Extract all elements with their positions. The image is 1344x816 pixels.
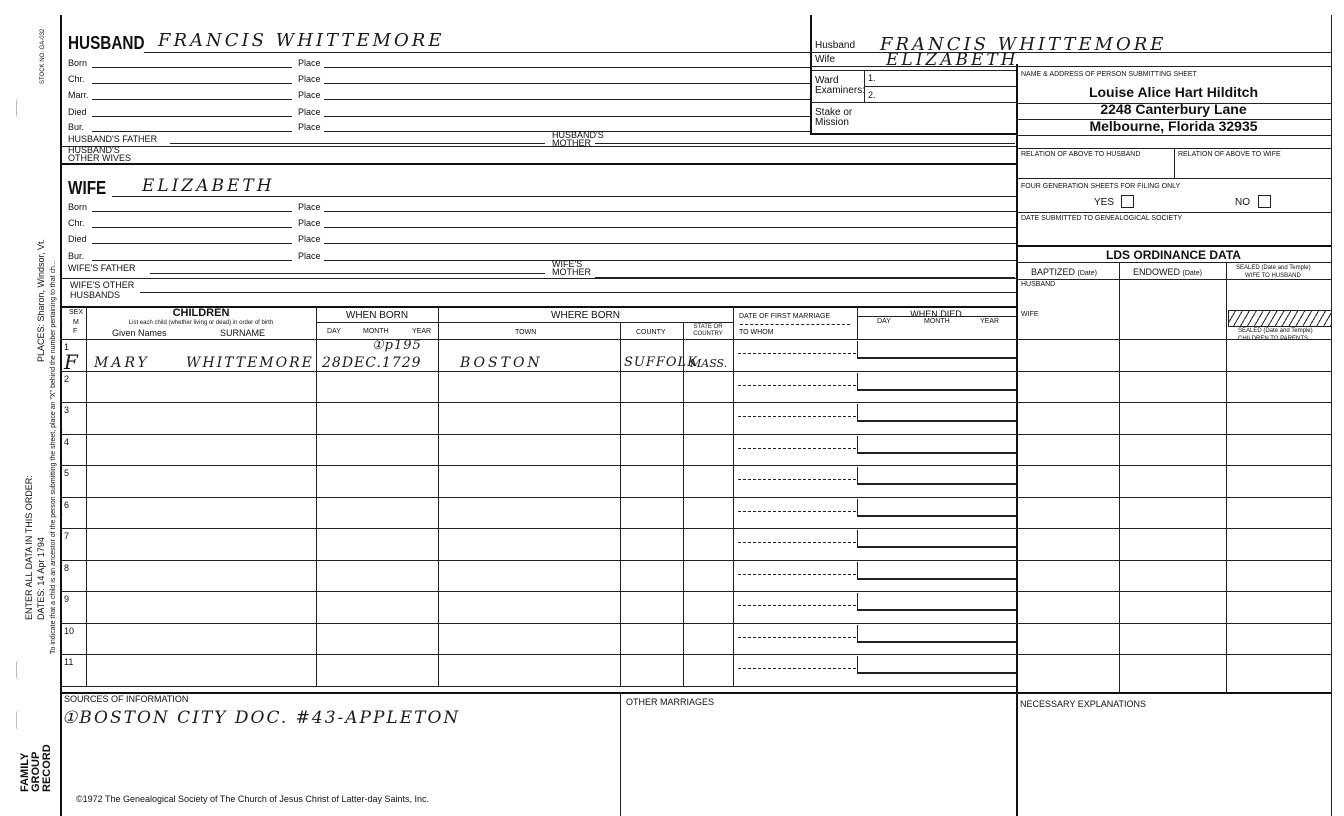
lds-row-line xyxy=(1016,497,1331,498)
child-row-line xyxy=(60,402,1016,403)
date-submitted-label: DATE SUBMITTED TO GENEALOGICAL SOCIETY xyxy=(1021,215,1183,222)
lds-wife-label: WIFE xyxy=(1021,311,1039,318)
marriage-dash xyxy=(738,479,856,480)
enter-order-note: ENTER ALL DATA IN THIS ORDER: xyxy=(24,475,34,620)
child-row-line xyxy=(60,686,1016,687)
child-row-number: 3 xyxy=(64,405,70,415)
four-gen-label: FOUR GENERATION SHEETS FOR FILING ONLY xyxy=(1021,183,1181,190)
marriage-dash xyxy=(738,668,856,669)
sex-label: SEX xyxy=(69,309,84,316)
when-died-cell[interactable] xyxy=(857,467,1016,485)
stock-number: STOCK NO. GA-032 xyxy=(40,28,46,84)
husband-born-label: Born xyxy=(68,58,88,68)
sealed-cp-label: SEALED (Date and Temple) xyxy=(1238,328,1313,334)
submitter-label: NAME & ADDRESS OF PERSON SUBMITTING SHEET xyxy=(1021,71,1197,78)
when-died-cell[interactable] xyxy=(857,656,1016,674)
sources-label: SOURCES OF INFORMATION xyxy=(64,694,189,704)
children-title: CHILDREN xyxy=(172,307,230,319)
child-row-line xyxy=(60,465,1016,466)
marriage-dash xyxy=(738,353,856,354)
child-row-number: 11 xyxy=(64,657,74,667)
explanations-label: NECESSARY EXPLANATIONS xyxy=(1020,699,1147,709)
relation-husband-label: RELATION OF ABOVE TO HUSBAND xyxy=(1021,151,1141,158)
died-day-label: DAY xyxy=(877,318,891,325)
submitter-address xyxy=(1016,84,1331,135)
marriage-dash xyxy=(738,448,856,449)
husband-mother-label: HUSBAND'S MOTHER xyxy=(552,130,604,148)
examiners-label: Examiners: xyxy=(815,85,866,96)
mission-label: Mission xyxy=(815,117,849,128)
day-label: DAY xyxy=(327,328,341,335)
punch-hole xyxy=(16,660,23,680)
child-row-number: 8 xyxy=(64,563,70,573)
when-died-label: WHEN DIED xyxy=(910,309,962,319)
child-row-line xyxy=(60,371,1016,372)
other-marriages-label: OTHER MARRIAGES xyxy=(626,697,715,707)
when-died-cell[interactable] xyxy=(857,625,1016,643)
tr-husband-name[interactable]: FRANCIS WHITTEMORE xyxy=(880,34,1167,55)
yes-label: YES xyxy=(1094,197,1115,208)
lds-row-line xyxy=(1016,371,1331,372)
husband-marr-place: Place xyxy=(298,90,321,100)
when-born-label: WHEN BORN xyxy=(345,310,409,321)
punch-hole xyxy=(16,98,23,118)
marriage-dash xyxy=(738,605,856,606)
indicate-note: To indicate that a child is an ancestor of the person submitting the sheet, place an "X" behind the number pertaining to that ch... xyxy=(50,260,57,654)
husband-bur-place: Place xyxy=(298,122,321,132)
child-row-number: 5 xyxy=(64,468,70,478)
where-born-label: WHERE BORN xyxy=(551,310,620,321)
wife-heading: WIFE xyxy=(68,178,107,198)
lds-row-line xyxy=(1016,434,1331,435)
endowed-label: ENDOWED (Date) xyxy=(1133,267,1202,277)
children-to-parents-label: CHILDREN TO PARENTS xyxy=(1238,336,1309,342)
when-died-cell[interactable] xyxy=(857,373,1016,391)
child1-sex[interactable]: F xyxy=(64,350,78,374)
when-died-cell[interactable] xyxy=(857,530,1016,548)
baptized-label: BAPTIZED (Date) xyxy=(1031,267,1097,277)
lds-row-line xyxy=(1016,528,1331,529)
child-row-number: 1 xyxy=(64,342,70,352)
husband-father-label: HUSBAND'S FATHER xyxy=(68,134,158,144)
to-whom-label: TO WHOM xyxy=(739,329,774,336)
died-month-label: MONTH xyxy=(924,318,950,325)
copyright-text: ©1972 The Genealogical Society of The Church of Jesus Christ of Latter-day Saints, Inc. xyxy=(76,794,429,804)
child-row-line xyxy=(60,434,1016,435)
wife-chr-place: Place xyxy=(298,218,321,228)
when-died-cell[interactable] xyxy=(857,562,1016,580)
husband-marr-label: Marr. xyxy=(68,90,89,100)
left-border xyxy=(60,15,62,816)
submitter-name: Louise Alice Hart Hilditch xyxy=(1088,84,1259,100)
child-row-number: 7 xyxy=(64,531,70,541)
sex-m-label: M xyxy=(73,319,79,326)
sealed-wh-label: SEALED (Date and Temple) xyxy=(1236,265,1311,271)
child-row-line xyxy=(60,528,1016,529)
hatched-cell xyxy=(1228,310,1332,327)
lds-row-line xyxy=(1016,402,1331,403)
submitter-street: 2248 Canterbury Lane xyxy=(1100,101,1247,117)
child-row-line xyxy=(60,623,1016,624)
lds-row-line xyxy=(1016,560,1331,561)
wife-name[interactable]: ELIZABETH xyxy=(142,176,275,196)
examiner-1: 1. xyxy=(868,73,876,83)
year-label: YEAR xyxy=(412,328,432,335)
child-row-line xyxy=(60,654,1016,655)
child1-name[interactable]: MARY xyxy=(94,355,150,371)
husband-name[interactable]: FRANCIS WHITTEMORE xyxy=(158,30,445,51)
child1-born[interactable]: 28DEC.1729 xyxy=(322,355,422,371)
child-row-number: 6 xyxy=(64,500,70,510)
lds-row-line xyxy=(1016,654,1331,655)
child-row-line xyxy=(60,497,1016,498)
child1-surname[interactable]: WHITTEMORE xyxy=(186,355,314,371)
marriage-dash xyxy=(738,637,856,638)
child-row-line xyxy=(60,339,1016,340)
bottom-section-top xyxy=(60,692,1331,694)
wife-born-label: Born xyxy=(68,202,88,212)
husband-name-line xyxy=(144,52,810,53)
child-row-number: 10 xyxy=(64,626,75,636)
wife-chr-label: Chr. xyxy=(68,218,85,228)
when-died-cell[interactable] xyxy=(857,436,1016,454)
right-border xyxy=(1331,15,1332,816)
wife-other-husbands-label: WIFE'S OTHER HUSBANDS xyxy=(70,280,135,300)
stake-label: Stake or xyxy=(815,107,853,118)
lds-row-line xyxy=(1016,623,1331,624)
lds-row-line xyxy=(1016,465,1331,466)
husband-died-place: Place xyxy=(298,107,321,117)
relation-wife-label: RELATION OF ABOVE TO WIFE xyxy=(1178,151,1281,158)
husband-other-wives-label: HUSBAND'S OTHER WIVES xyxy=(68,145,132,163)
child-row-line xyxy=(60,560,1016,561)
child1-county[interactable]: SUFFOLK xyxy=(624,355,698,370)
sex-f-label: F xyxy=(73,328,78,335)
yes-checkbox[interactable] xyxy=(1121,195,1134,208)
tr-wife-label: Wife xyxy=(815,54,835,65)
marriage-dash xyxy=(738,416,856,417)
husband-section-bottom xyxy=(60,163,1016,165)
when-died-cell[interactable] xyxy=(857,499,1016,517)
month-label: MONTH xyxy=(363,328,389,335)
wife-mother-label: WIFE'S MOTHER xyxy=(552,259,591,277)
wife-born-place: Place xyxy=(298,202,321,212)
marriage-dash xyxy=(738,511,856,512)
lds-row-line xyxy=(1016,339,1331,340)
child1-state[interactable]: MASS. xyxy=(690,357,728,370)
given-names-label: Given Names xyxy=(112,328,167,338)
tr-husband-label: Husband xyxy=(815,40,856,51)
child1-town[interactable]: BOSTON xyxy=(460,355,543,371)
first-marriage-label: DATE OF FIRST MARRIAGE xyxy=(739,313,831,320)
marriage-dash xyxy=(738,574,856,575)
child-row-number: 4 xyxy=(64,437,70,447)
wife-to-husband-label: WIFE TO HUSBAND xyxy=(1245,273,1301,279)
punch-hole xyxy=(16,710,23,730)
tr-wife-name[interactable]: ELIZABETH xyxy=(886,50,1019,70)
no-checkbox[interactable] xyxy=(1258,195,1271,208)
children-note: List each child (whether living or dead) in order of birth xyxy=(128,320,274,326)
submitter-city: Melbourne, Florida 32935 xyxy=(1089,118,1258,134)
husband-chr-label: Chr. xyxy=(68,74,85,84)
husband-heading: HUSBAND xyxy=(68,33,145,53)
died-year-label: YEAR xyxy=(980,318,1000,325)
husband-born-place: Place xyxy=(298,58,321,68)
child-row-number: 9 xyxy=(64,594,70,604)
places-note: PLACES: Sharon, Windsor, Vt. xyxy=(36,238,46,362)
town-label: TOWN xyxy=(515,329,537,336)
when-died-cell[interactable] xyxy=(857,341,1016,359)
top-divider xyxy=(810,15,812,135)
marriage-dash xyxy=(738,542,856,543)
when-died-cell[interactable] xyxy=(857,593,1016,611)
wife-bur-label: Bur. xyxy=(68,251,85,261)
husband-died-label: Died xyxy=(68,107,87,117)
no-label: NO xyxy=(1235,197,1250,208)
lds-title: LDS ORDINANCE DATA xyxy=(1106,248,1241,262)
child-row-line xyxy=(60,591,1016,592)
when-died-cell[interactable] xyxy=(857,404,1016,422)
wife-father-label: WIFE'S FATHER xyxy=(68,263,136,273)
child1-note[interactable]: ①p195 xyxy=(372,338,422,353)
surname-label: SURNAME xyxy=(220,328,266,338)
wife-died-place: Place xyxy=(298,234,321,244)
husband-chr-place: Place xyxy=(298,74,321,84)
lds-row-line xyxy=(1016,591,1331,592)
child-row-number: 2 xyxy=(64,374,70,384)
family-record-title: FAMILY GROUP RECORD xyxy=(19,744,53,792)
sources-text[interactable]: ①BOSTON CITY DOC. #43-APPLETON xyxy=(62,708,461,728)
lds-husband-label: HUSBAND xyxy=(1021,281,1056,288)
right-section-border xyxy=(1016,64,1018,816)
ward-label: Ward xyxy=(815,75,839,86)
wife-bur-place: Place xyxy=(298,251,321,261)
county-label: COUNTY xyxy=(636,329,666,336)
husband-bur-label: Bur. xyxy=(68,122,85,132)
examiner-2: 2. xyxy=(868,90,876,100)
state-label: STATE OR COUNTRY xyxy=(693,324,723,337)
marriage-dash xyxy=(738,385,856,386)
dates-note: DATES: 14 Apr 1794 xyxy=(36,537,46,620)
wife-died-label: Died xyxy=(68,234,87,244)
